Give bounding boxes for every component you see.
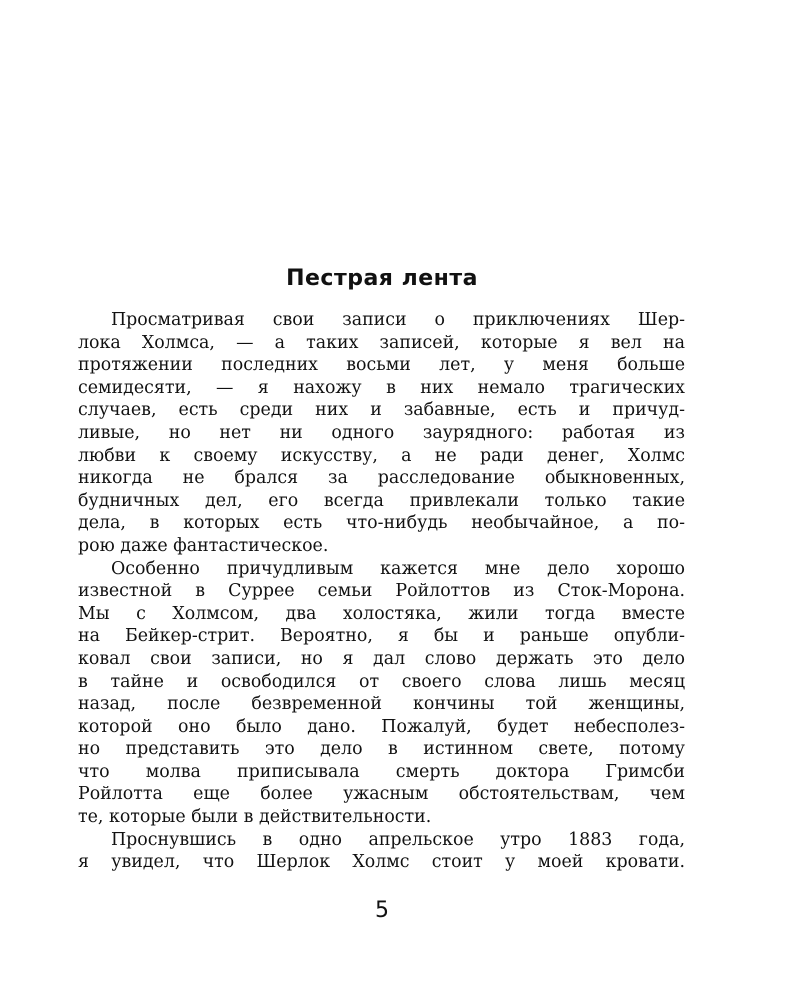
text-line: любви к своему искусству, а не ради денег, Холмс [78, 445, 685, 466]
text-line: лока Холмса, — а таких записей, которые я вел на [78, 332, 685, 353]
text-line: дела, в которых есть что-нибудь необычайное, а по- [78, 513, 685, 534]
text-line: случаев, есть среди них и забавные, есть и причуд- [78, 400, 685, 421]
paragraph [78, 558, 685, 829]
text-line: семидесяти, — я нахожу в них немало трагических [78, 377, 685, 398]
text-line: протяжении последних восьми лет, у меня больше [78, 355, 685, 376]
text-line: на Бейкер-стрит. Вероятно, я бы и раньше опубли- [78, 626, 685, 647]
text-line: Ройлотта еще более ужасным обстоятельствам, чем [78, 784, 685, 805]
text-line: Особенно причудливым кажется мне дело хорошо [111, 558, 685, 579]
text-line: но представить это дело в истинном свете, потому [78, 739, 685, 760]
text-line: Мы с Холмсом, два холостяка, жили тогда вместе [78, 603, 685, 624]
text-line: я увидел, что Шерлок Холмс стоит у моей кровати. [78, 852, 685, 873]
paragraph [78, 829, 685, 874]
text-line: те, которые были в действительности. [78, 807, 432, 828]
page-number: 5 [375, 898, 389, 923]
text-line: будничных дел, его всегда привлекали только такие [78, 490, 685, 511]
text-line: назад, после безвременной кончины той женщины, [78, 694, 685, 715]
text-line: ливые, но нет ни одного заурядного: работая из [78, 422, 685, 443]
text-line: рою даже фантастическое. [78, 535, 329, 556]
text-line: ковал свои записи, но я дал слово держать это дело [78, 648, 685, 669]
chapter-title: Пестрая лента [286, 266, 478, 291]
text-line: что молва приписывала смерть доктора Гримсби [78, 761, 685, 782]
paragraph [78, 309, 685, 558]
text-line: никогда не брался за расследование обыкновенных, [78, 468, 685, 489]
text-line: которой оно было дано. Пожалуй, будет небесполез- [78, 716, 685, 737]
text-line: Проснувшись в одно апрельское утро 1883 года, [111, 829, 685, 850]
text-line: известной в Суррее семьи Ройлоттов из Сток-Морона. [78, 581, 685, 602]
body-text [78, 309, 685, 874]
text-line: в тайне и освободился от своего слова лишь месяц [78, 671, 685, 692]
text-line: Просматривая свои записи о приключениях Шер- [111, 310, 685, 330]
